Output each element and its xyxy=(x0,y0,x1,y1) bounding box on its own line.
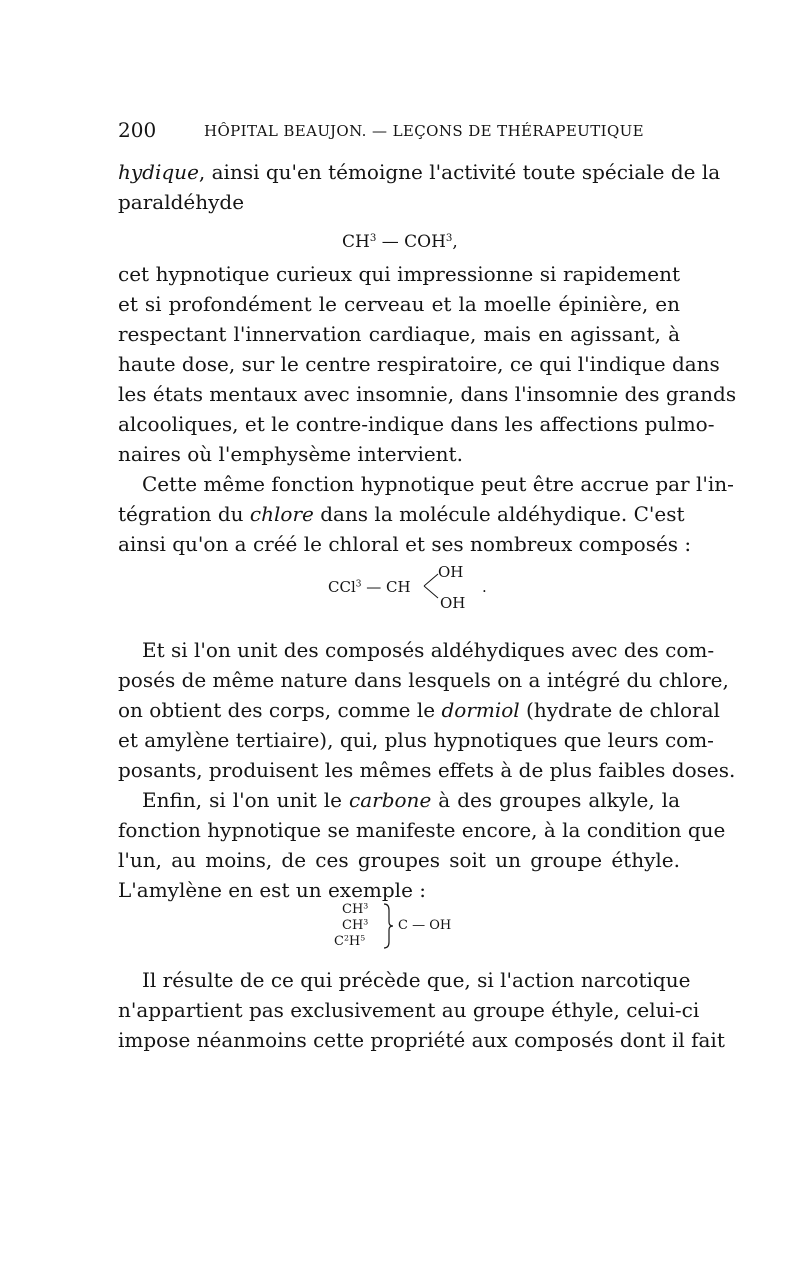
text-line: impose néanmoins cette propriété aux composés dont il fait xyxy=(118,1028,725,1052)
text-line: haute dose, sur le centre respiratoire, ce qui l'indique dans xyxy=(118,352,720,376)
text-line: hydique, ainsi qu'en témoigne l'activité toute spéciale de la xyxy=(118,160,721,184)
page-number: 200 xyxy=(118,118,157,142)
text-line: paraldéhyde xyxy=(118,190,245,214)
text-line: ainsi qu'on a créé le chloral et ses nombreux composés : xyxy=(118,532,692,556)
text-line: Cette même fonction hypnotique peut être accrue par l'in- xyxy=(142,472,734,496)
running-title: HÔPITAL BEAUJON. — LEÇONS DE THÉRAPEUTIQUE xyxy=(204,122,645,140)
text-line: posants, produisent les mêmes effets à de plus faibles doses. xyxy=(118,758,736,782)
formula-oh-bottom: OH xyxy=(440,594,466,612)
formula-row: $CH^3$ xyxy=(342,901,369,917)
text-line: cet hypnotique curieux qui impressionne si rapidement xyxy=(118,262,680,286)
formula-period: . xyxy=(482,578,487,596)
text-line: Il résulte de ce qui précède que, si l'action narcotique xyxy=(142,968,691,992)
formula-right: C — OH xyxy=(398,918,452,933)
formula-paraldehyde: $CH^3$ — COH$^3$, xyxy=(342,232,458,252)
text-line: tégration du chlore dans la molécule aldéhydique. C'est xyxy=(118,502,685,526)
text-line: et si profondément le cerveau et la moelle épinière, en xyxy=(118,292,680,316)
text-line: respectant l'innervation cardiaque, mais en agissant, à xyxy=(118,322,680,346)
text-line: et amylène tertiaire), qui, plus hypnotiques que leurs com- xyxy=(118,728,714,752)
text-line: on obtient des corps, comme le dormiol (hydrate de chloral xyxy=(118,698,720,722)
formula-row: $C^2H^5$ xyxy=(334,933,366,949)
formula-row: $CH^3$ xyxy=(342,917,369,933)
text-line: naires où l'emphysème intervient. xyxy=(118,442,463,466)
text-line: L'amylène en est un exemple : xyxy=(118,878,427,902)
text-line: les états mentaux avec insomnie, dans l'insomnie des grands xyxy=(118,382,737,406)
text-line: fonction hypnotique se manifeste encore, à la condition que xyxy=(118,818,726,842)
text-line: Enfin, si l'on unit le carbone à des groupes alkyle, la xyxy=(142,788,681,812)
text-line: n'appartient pas exclusivement au groupe éthyle, celui-ci xyxy=(118,998,700,1022)
formula-oh-top: OH xyxy=(438,563,464,581)
formula-brace xyxy=(382,902,394,950)
text-line: Et si l'on unit des composés aldéhydiques avec des com- xyxy=(142,638,715,662)
text-line: l'un, au moins, de ces groupes soit un groupe éthyle. xyxy=(118,848,680,872)
text-line: alcooliques, et le contre-indique dans les affections pulmo- xyxy=(118,412,715,436)
running-header xyxy=(118,118,680,146)
text-line: posés de même nature dans lesquels on a intégré du chlore, xyxy=(118,668,729,692)
formula-chloral-main: CCl$^3$ — CH xyxy=(328,578,411,596)
